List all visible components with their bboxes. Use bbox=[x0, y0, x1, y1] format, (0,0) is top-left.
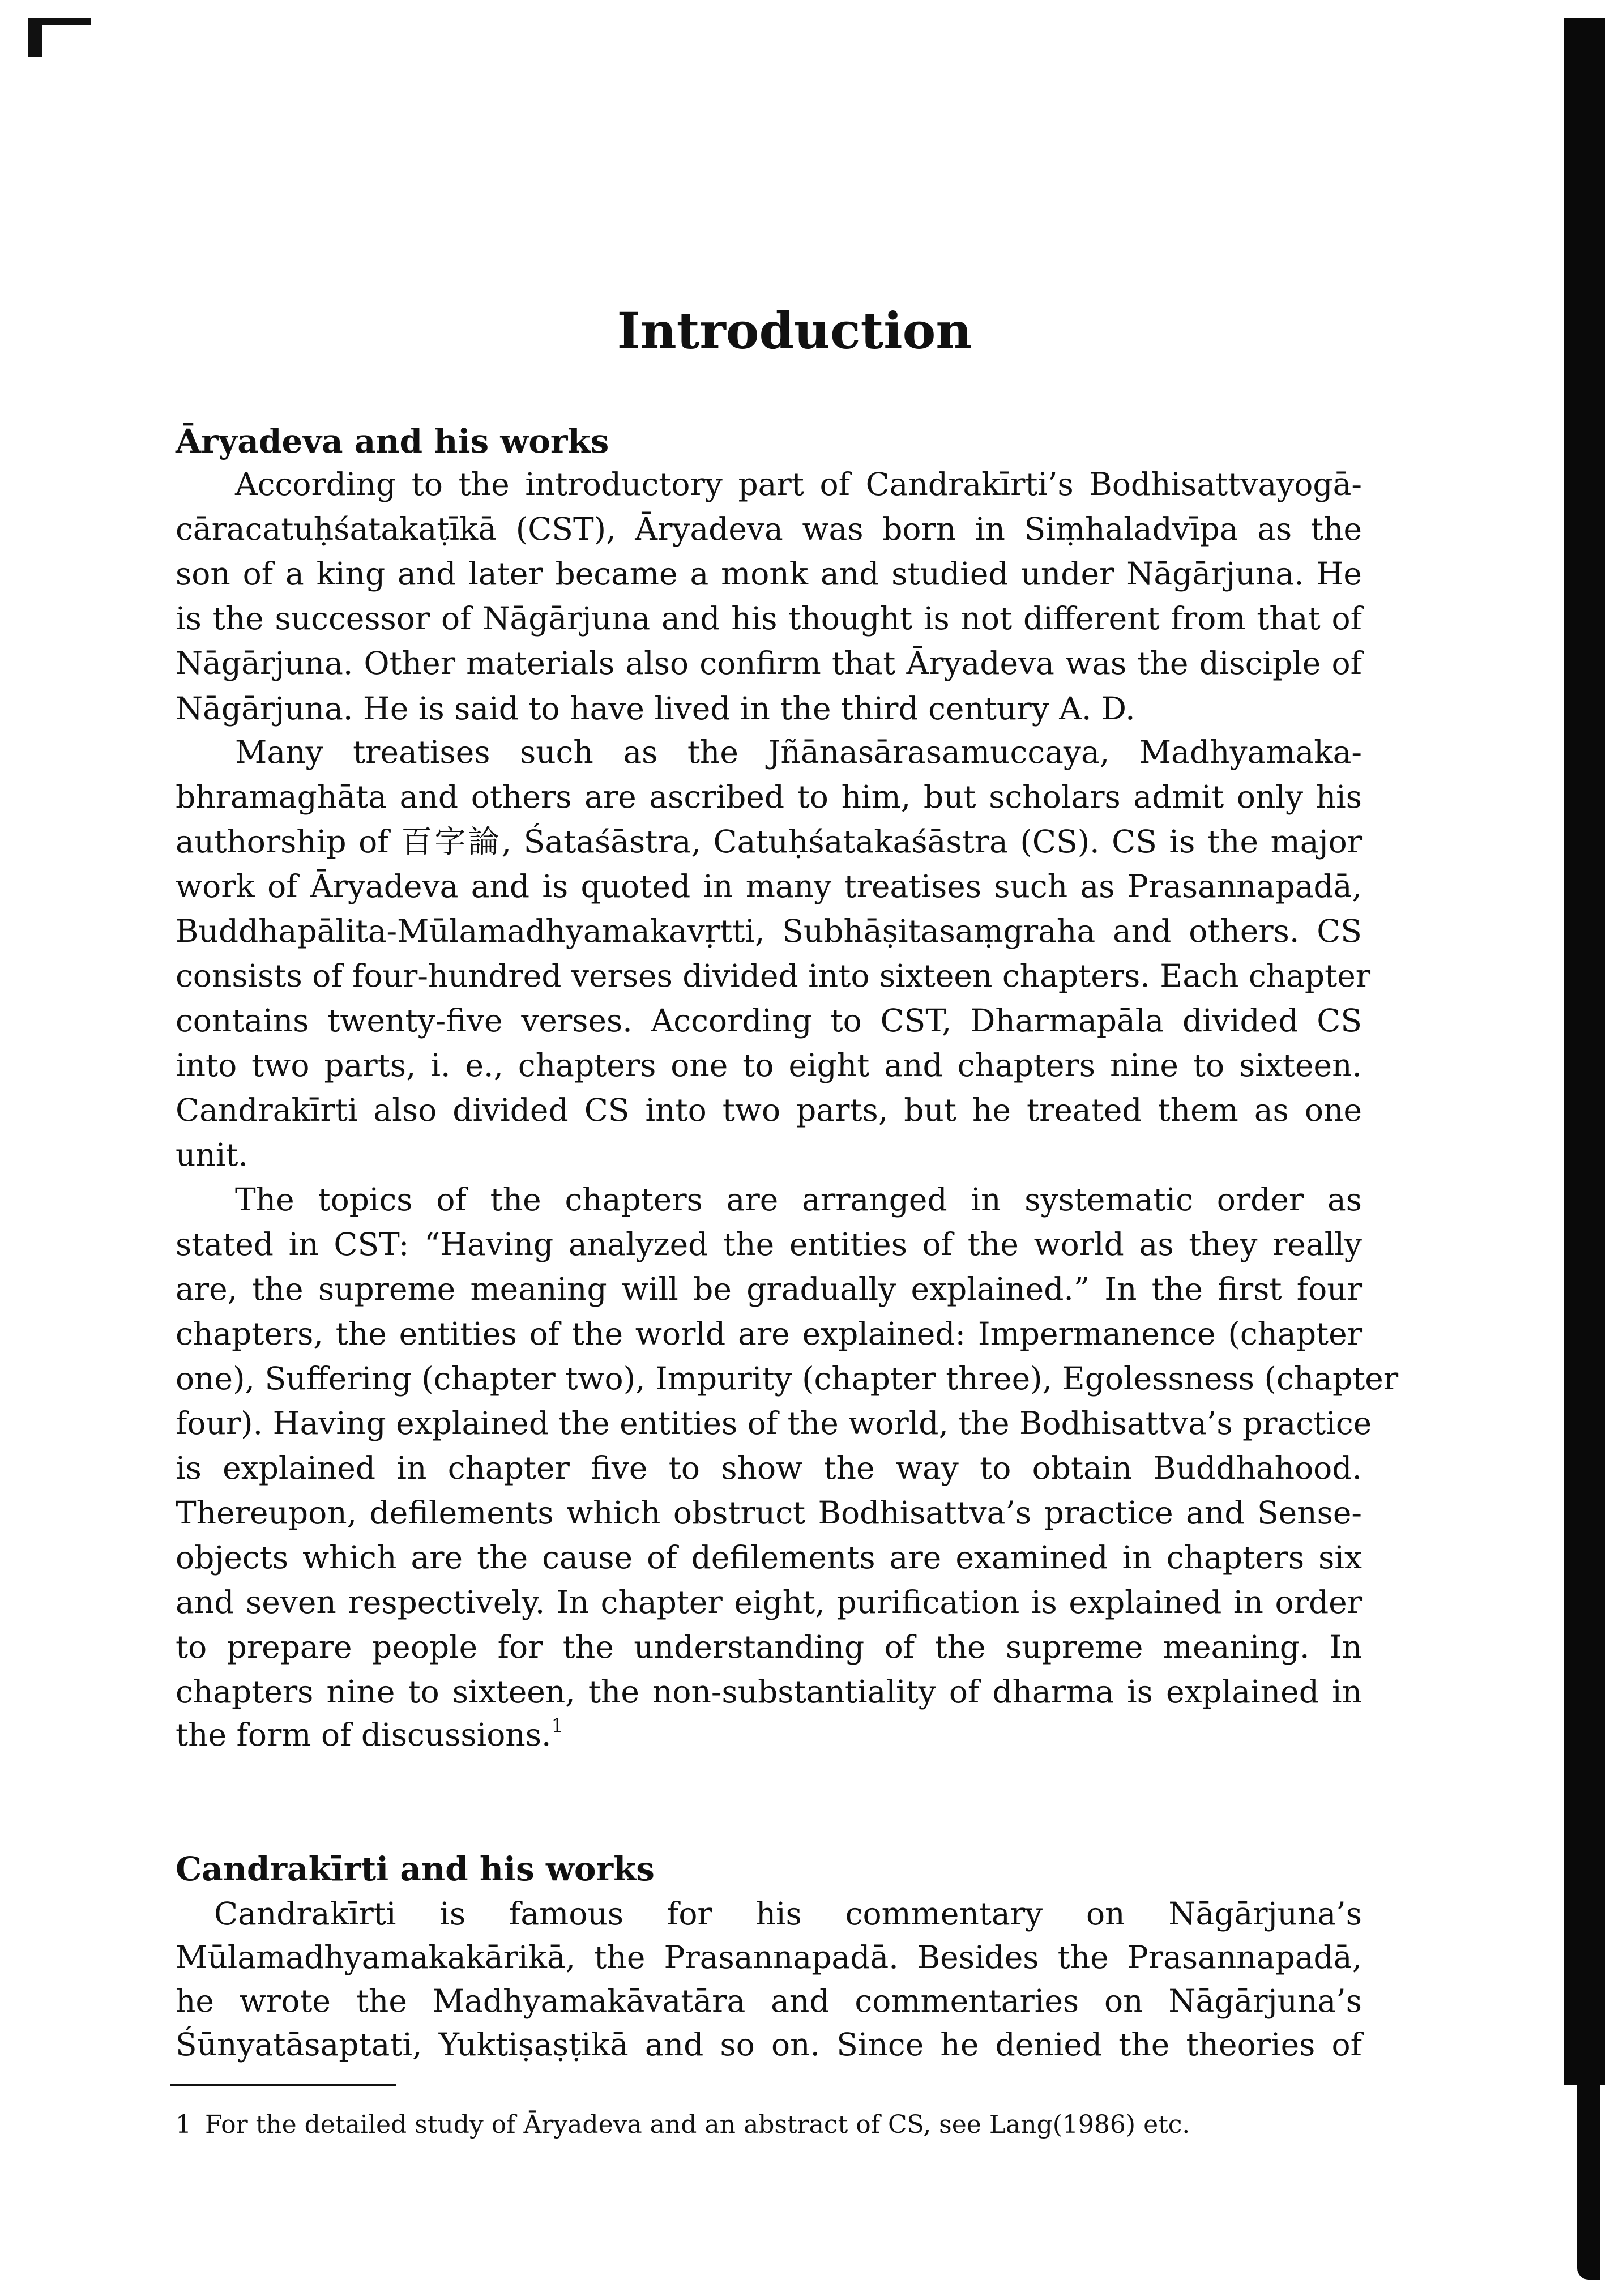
paragraph-line: chapters, the entities of the world are explained: Impermanence (chapter bbox=[176, 1316, 1362, 1352]
paragraph-line: bhramaghāta and others are ascribed to him, but scholars admit only his bbox=[176, 779, 1362, 815]
paragraph-line: Nāgārjuna. He is said to have lived in the third century A. D. bbox=[176, 690, 1135, 727]
page-title: Introduction bbox=[617, 301, 972, 360]
paragraph-line: Candrakīrti is famous for his commentary on Nāgārjuna’s bbox=[214, 1896, 1362, 1932]
footnote-text: For the detailed study of Āryadeva and an abstract of CS, see Lang(1986) etc. bbox=[205, 2110, 1190, 2139]
paragraph-line: stated in CST: “Having analyzed the entities of the world as they really bbox=[176, 1226, 1362, 1262]
paragraph-line: Many treatises such as the Jñānasārasamuccaya, Madhyamaka- bbox=[235, 734, 1362, 770]
scan-edge-shadow-bottom bbox=[1577, 2084, 1600, 2280]
footnote-1 bbox=[176, 2108, 1190, 2142]
scan-corner-mark bbox=[28, 18, 91, 74]
paragraph-line: is explained in chapter five to show the way to obtain Buddhahood. bbox=[176, 1450, 1362, 1486]
paragraph-line: The topics of the chapters are arranged in systematic order as bbox=[235, 1181, 1362, 1218]
footnote-separator bbox=[170, 2084, 396, 2086]
paragraph-line: one), Suffering (chapter two), Impurity (chapter three), Egolessness (chapter bbox=[176, 1360, 1399, 1397]
paragraph-line: son of a king and later became a monk and studied under Nāgārjuna. He bbox=[176, 556, 1362, 592]
paragraph-line: and seven respectively. In chapter eight, purification is explained in order bbox=[176, 1584, 1362, 1620]
paragraph-line: Candrakīrti also divided CS into two parts, but he treated them as one bbox=[176, 1092, 1362, 1128]
paragraph-line: work of Āryadeva and is quoted in many treatises such as Prasannapadā, bbox=[176, 868, 1362, 904]
paragraph-line: contains twenty-five verses. According to CST, Dharmapāla divided CS bbox=[176, 1002, 1362, 1039]
footnote-reference[interactable]: 1 bbox=[551, 1714, 564, 1737]
paragraph-line: he wrote the Madhyamakāvatāra and commentaries on Nāgārjuna’s bbox=[176, 1983, 1362, 2019]
paragraph-last-line bbox=[176, 1715, 563, 1755]
paragraph-line: Mūlamadhyamakakārikā, the Prasannapadā. Besides the Prasannapadā, bbox=[176, 1939, 1362, 1975]
section-heading-candrakirti: Candrakīrti and his works bbox=[176, 1850, 655, 1888]
paragraph-line: chapters nine to sixteen, the non-substantiality of dharma is explained in bbox=[176, 1674, 1362, 1710]
paragraph-line: Buddhapālita-Mūlamadhyamakavṛtti, Subhāṣitasaṃgraha and others. CS bbox=[176, 913, 1362, 949]
paragraph-line-text: the form of discussions. bbox=[176, 1717, 552, 1753]
paragraph-line: unit. bbox=[176, 1137, 249, 1173]
paragraph-line: Śūnyatāsaptati, Yuktiṣaṣṭikā and so on. Since he denied the theories of bbox=[176, 2026, 1362, 2063]
paragraph-line: authorship of 百字論, Śataśāstra, Catuḥśatakaśāstra (CS). CS is the major bbox=[176, 823, 1362, 860]
paragraph-line: According to the introductory part of Candrakīrti’s Bodhisattvayogā- bbox=[235, 466, 1362, 502]
paragraph-line: into two parts, i. e., chapters one to eight and chapters nine to sixteen. bbox=[176, 1047, 1362, 1083]
paragraph-line: objects which are the cause of defilements are examined in chapters six bbox=[176, 1539, 1362, 1576]
paragraph-line: are, the supreme meaning will be gradually explained.” In the first four bbox=[176, 1271, 1362, 1307]
paragraph-line: is the successor of Nāgārjuna and his thought is not different from that of bbox=[176, 600, 1362, 637]
paragraph-line: Nāgārjuna. Other materials also confirm that Āryadeva was the disciple of bbox=[176, 645, 1362, 681]
paragraph-line: Thereupon, defilements which obstruct Bodhisattva’s practice and Sense- bbox=[176, 1495, 1362, 1531]
paragraph-line: to prepare people for the understanding of the supreme meaning. In bbox=[176, 1629, 1362, 1665]
paragraph-line: cāracatuḥśatakaṭīkā (CST), Āryadeva was born in Siṃhaladvīpa as the bbox=[176, 511, 1362, 547]
paragraph-line: four). Having explained the entities of the world, the Bodhisattva’s practice bbox=[176, 1405, 1372, 1441]
section-heading-aryadeva: Āryadeva and his works bbox=[176, 422, 609, 460]
footnote-number: 1 bbox=[176, 2110, 191, 2139]
paragraph-line: consists of four-hundred verses divided into sixteen chapters. Each chapter bbox=[176, 958, 1371, 994]
